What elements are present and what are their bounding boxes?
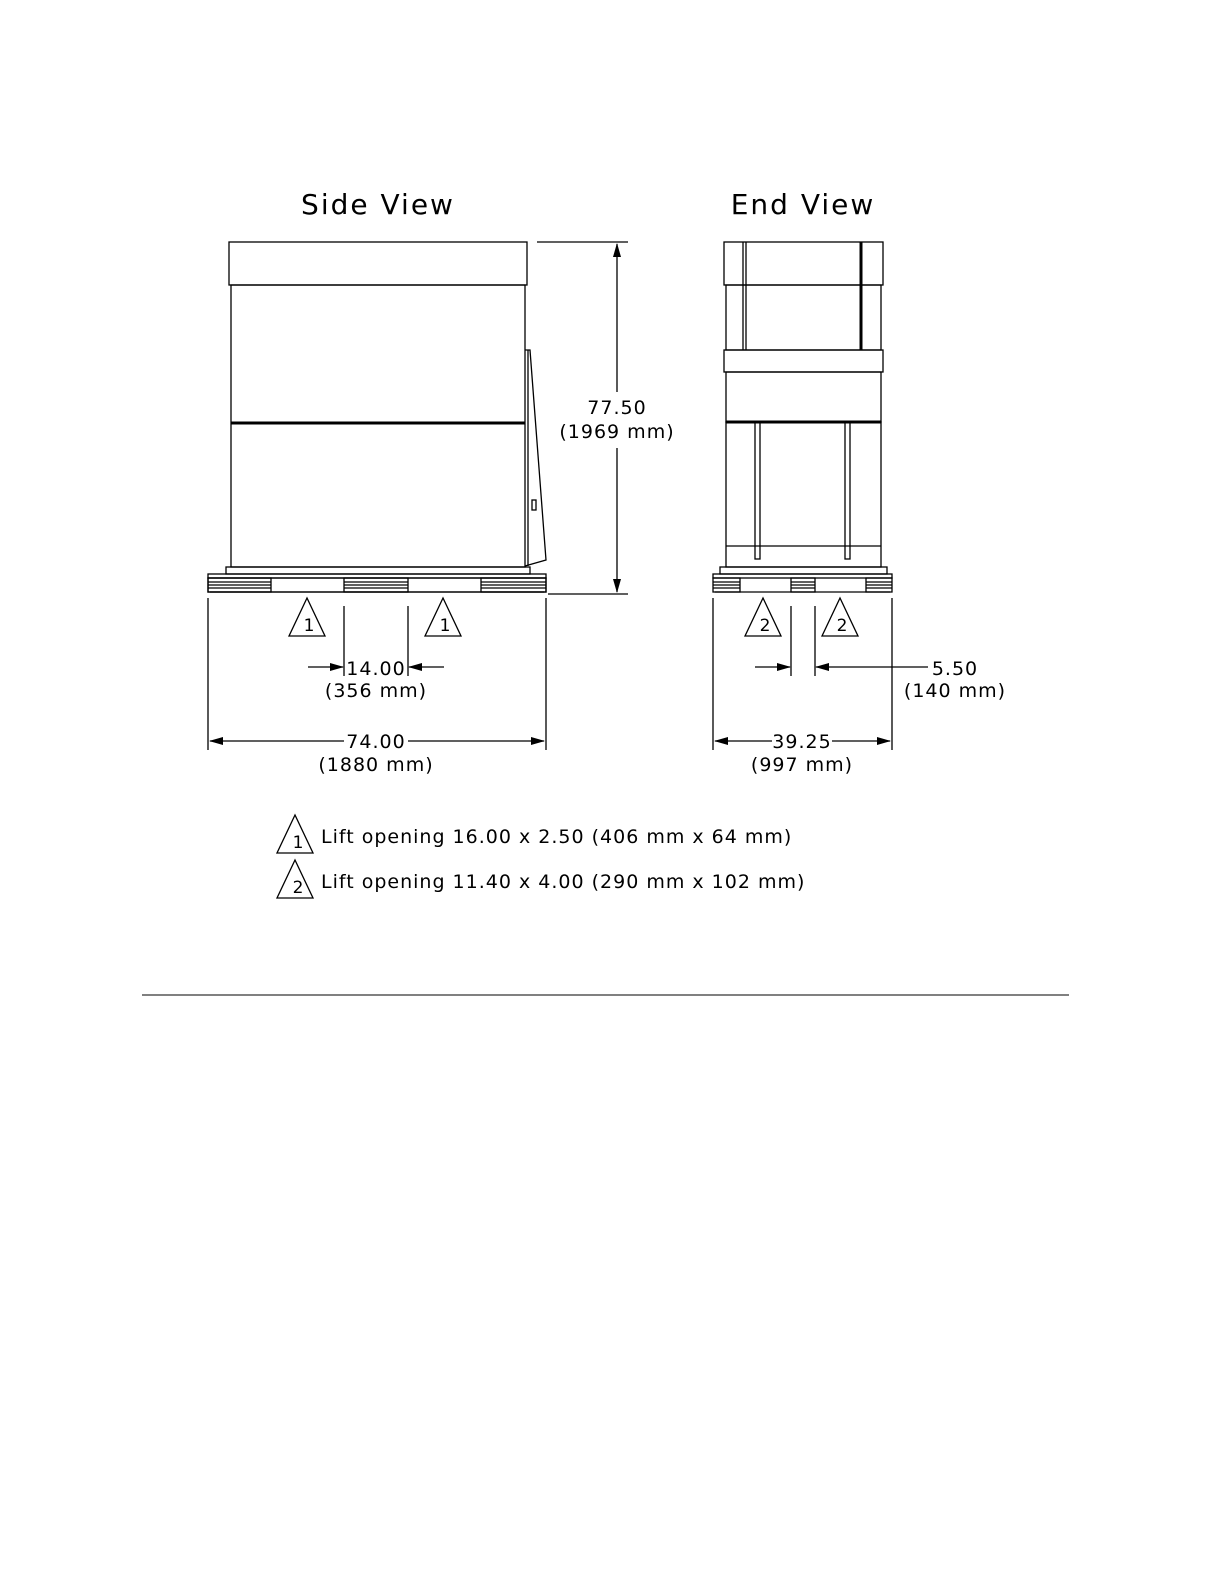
end-gap-value: 5.50 bbox=[931, 658, 979, 680]
svg-text:1: 1 bbox=[303, 616, 315, 636]
side-gap-value: 14.00 bbox=[346, 658, 406, 680]
end-width-metric: (997 mm) bbox=[750, 754, 854, 776]
side-width-metric: (1880 mm) bbox=[318, 754, 434, 776]
end-callout-2-right bbox=[822, 598, 858, 636]
height-metric: (1969 mm) bbox=[559, 421, 675, 443]
side-pallet-skids bbox=[208, 578, 546, 592]
note-1 bbox=[277, 815, 792, 853]
side-callout-1-left bbox=[289, 598, 325, 636]
side-gap-metric: (356 mm) bbox=[324, 680, 428, 702]
end-width-dimension bbox=[713, 598, 892, 776]
note-1-marker: 1 bbox=[292, 833, 304, 853]
end-callout-2-left bbox=[745, 598, 781, 636]
side-gap-dimension bbox=[308, 606, 444, 702]
side-callout-1-right bbox=[425, 598, 461, 636]
end-pallet-skids bbox=[713, 578, 892, 592]
note-2-marker: 2 bbox=[292, 878, 304, 898]
note-1-text: Lift opening 16.00 x 2.50 (406 mm x 64 mm) bbox=[321, 826, 793, 848]
end-gap-metric: (140 mm) bbox=[903, 680, 1007, 702]
side-width-value: 74.00 bbox=[346, 731, 406, 753]
end-width-value: 39.25 bbox=[772, 731, 832, 753]
end-gap-dimension bbox=[755, 606, 1006, 702]
svg-text:2: 2 bbox=[759, 616, 771, 636]
side-view-title: Side View bbox=[301, 188, 455, 221]
svg-text:1: 1 bbox=[439, 616, 451, 636]
height-dimension bbox=[537, 242, 675, 594]
note-2-text: Lift opening 11.40 x 4.00 (290 mm x 102 mm) bbox=[321, 871, 806, 893]
end-view-title: End View bbox=[730, 188, 876, 221]
note-2 bbox=[277, 860, 805, 898]
svg-text:2: 2 bbox=[836, 616, 848, 636]
end-view-crate bbox=[713, 242, 892, 592]
height-value: 77.50 bbox=[587, 397, 647, 419]
side-view-crate bbox=[208, 242, 546, 592]
